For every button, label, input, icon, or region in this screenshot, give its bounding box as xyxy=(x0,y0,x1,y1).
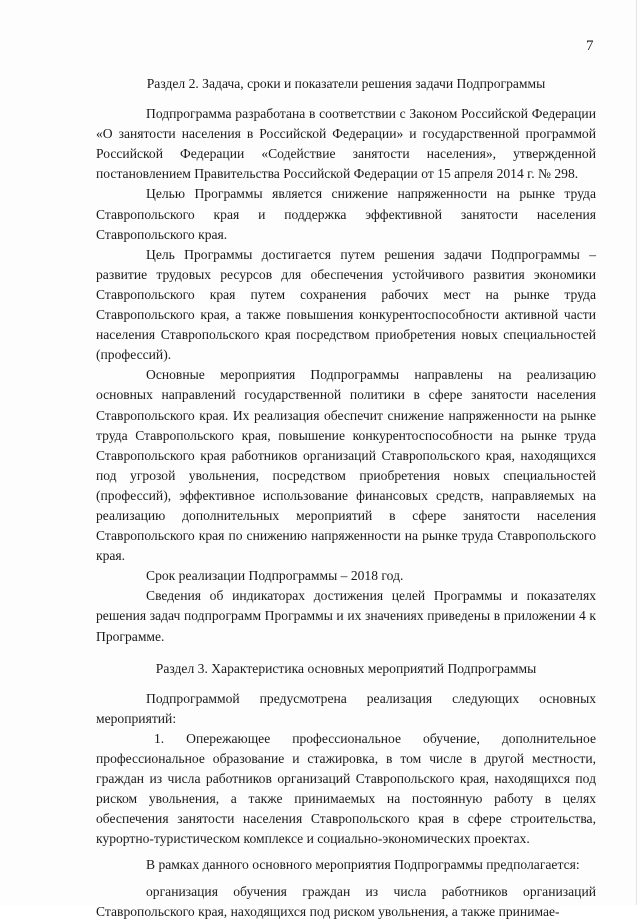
section-2-paragraph: Целью Программы является снижение напряженности на рынке труда Ставропольского края и поддержка эффективной занятости населения Ставропольского края. xyxy=(96,186,596,242)
section-3-paragraph: В рамках данного основного мероприятия Подпрограммы предполагается: xyxy=(146,857,580,873)
scan-edge-line xyxy=(636,0,637,905)
section-3-paragraph: Подпрограммой предусмотрена реализация следующих основных мероприятий: xyxy=(96,690,596,726)
section-2-paragraph: Основные мероприятия Подпрограммы направлены на реализацию основных направлений государственной политики в сфере занятости населения Ставропольского края. Их реализация обеспечит снижение напряженности на рынке труда Ставропольского края, повышение конкурентоспособности на рынке труда Ставропольского края работников организаций Ставропольского края, находящихся под угрозой увольнения, посредством приобретения новых специальностей (профессий), эффективное использование финансовых средств, направляемых на реализацию дополнительных мероприятий в сфере занятости населения Ставропольского края по снижению напряженности на рынке труда Ставропольского края. xyxy=(96,367,596,564)
document-body xyxy=(96,74,596,922)
section-3-list-item: 1. Опережающее профессиональное обучение, дополнительное профессиональное образование и стажировка, в том числе в другой местности, граждан из числа работников организаций Ставропольского края, находящихся под риском увольнения, а также принимаемых на постоянную работу в целях обеспечения занятости населения Ставропольского края в сфере строительства, курортно-туристическом комплексе и социально-экономических проектах. xyxy=(96,730,596,847)
section-3-heading: Раздел 3. Характеристика основных мероприятий Подпрограммы xyxy=(155,660,537,676)
section-2-paragraph: Сведения об индикаторах достижения целей Программы и показателях решения задач подпрограмм Программы и их значениях приведены в приложении 4 к Программе. xyxy=(96,588,596,644)
section-3-paragraph: организация обучения граждан из числа работников организаций Ставропольского края, находящихся под риском увольнения, а также принимае- xyxy=(96,883,596,919)
section-2-paragraph: Цель Программы достигается путем решения задачи Подпрограммы – развитие трудовых ресурсов для обеспечения устойчивого развития экономики Ставропольского края путем сохранения рабочих мест на рынке труда Ставропольского края, а также повышения конкурентоспособности активной части населения Ставропольского края посредством приобретения новых специальностей (профессий). xyxy=(96,246,596,363)
section-2-paragraph: Срок реализации Подпрограммы – 2018 год. xyxy=(146,568,404,584)
page-number: 7 xyxy=(586,38,594,54)
section-2-paragraph: Подпрограмма разработана в соответствии с Законом Российской Федерации «О занятости населения в Российской Федерации» и государственной программой Российской Федерации «Содействие занятости населения», утвержденной постановлением Правительства Российской Федерации от 15 апреля 2014 г. № 298. xyxy=(96,106,596,182)
section-2-heading: Раздел 2. Задача, сроки и показатели решения задачи Подпрограммы xyxy=(146,76,546,91)
